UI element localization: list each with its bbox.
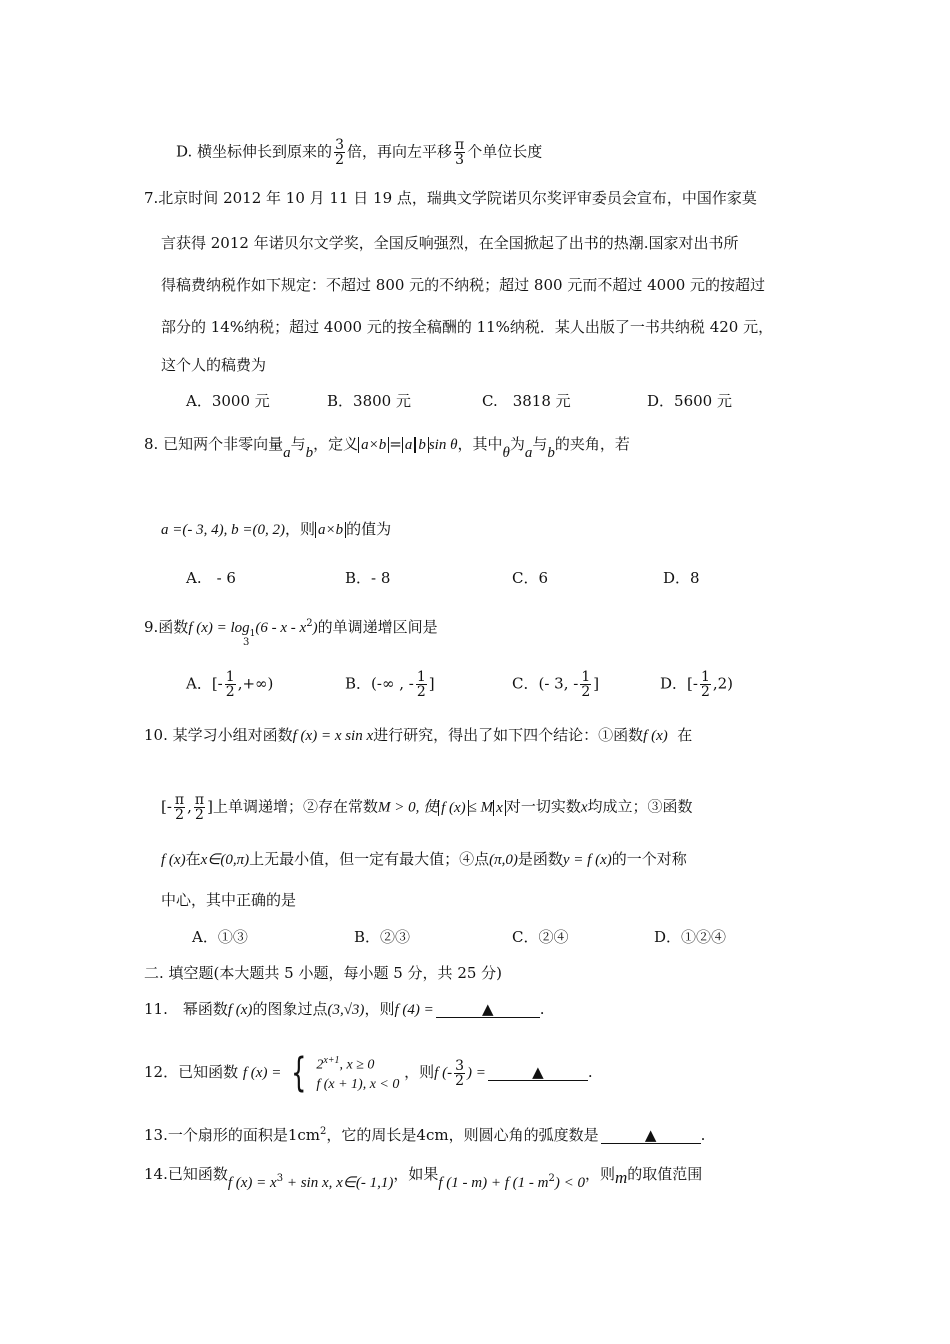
q7-option-c: C. 3818 元: [482, 392, 571, 410]
q9-option-a: A．[- $\frac{1}{2}$ ,+∞): [186, 669, 274, 700]
q7-line-3: 得稿费纳税作如下规定：不超过 800 元的不纳税；超过 800 元而不超过 4000 元的按超过: [161, 276, 766, 294]
q9-option-b: B．(-∞ , - $\frac{1}{2}$ ]: [345, 669, 435, 700]
q9-option-c: C．(- 3, - $\frac{1}{2}$ ]: [512, 669, 600, 700]
q7-line-5: 这个人的稿费为: [161, 356, 267, 374]
q14: 14.已知函数f $(x) = x^3 + \sin x$, x∈(- 1,1)，如果f (1 - m) + f $(1 - m^2) < 0$，则m的取值范围: [144, 1165, 703, 1191]
q8-option-a: A. - 6: [186, 569, 236, 587]
piecewise-cases: $2^{x+1}$, x ≥ 0 f (x + 1), x < 0: [316, 1054, 400, 1093]
section-heading: 二. 填空题(本大题共 5 小题，每小题 5 分，共 25 分): [144, 964, 503, 982]
q13: 13.一个扇形的面积是$1cm^2$，它的周长是4cm，则圆心角的弧度数是 ▲ .: [144, 1126, 706, 1144]
q7-option-b: B．3800 元: [327, 392, 411, 410]
q6-option-d: D. 横坐标伸长到原来的 $\frac{3}{2}$ 倍，再向左平移 $\frac{\pi}{3}$ 个单位长度: [176, 137, 543, 168]
answer-blank: ▲: [601, 1127, 701, 1144]
q8-line-1: 8. 已知两个非零向量a与b，定义 a×b = a b sin θ，其中θ为a与b的夹角，若: [144, 435, 630, 461]
fraction: $\frac{3}{2}$: [335, 137, 344, 168]
q11: 11. 幂函数f (x)的图象过点(3,√3)，则f (4) = ▲ .: [144, 1000, 545, 1018]
q7-option-a: A．3000 元: [186, 392, 270, 410]
fraction: $\frac{\pi}{3}$: [455, 137, 465, 168]
q10-line-1: 10. 某学习小组对函数f (x) = x sin x进行研究，得出了如下四个结论：①函数f (x) 在: [144, 726, 693, 744]
q7-line-2: 言获得 2012 年诺贝尔文学奖，全国反响强烈，在全国掀起了出书的热潮.国家对出书所: [161, 234, 739, 252]
q8-option-b: B．- 8: [345, 569, 391, 587]
q8-option-d: D．8: [663, 569, 700, 587]
q10-option-b: B．②③: [354, 928, 411, 946]
q7-line-4: 部分的 14%纳税；超过 4000 元的按全稿酬的 11%纳税．某人出版了一书共纳税 420 元，: [161, 318, 774, 336]
option-label: D.: [176, 142, 193, 161]
q9-line-1: 9.函数f $(x) = \log_1(6 - x - x^2)$的单调递增区间是: [144, 618, 438, 639]
q8-line-2: a =(- 3, 4), b =(0, 2)，则 a×b 的值为: [161, 520, 392, 538]
q8-option-c: C．6: [512, 569, 549, 587]
q10-option-c: C．②④: [512, 928, 569, 946]
q10-option-a: A．①③: [192, 928, 248, 946]
answer-blank: ▲: [436, 1001, 540, 1018]
q9-option-d: D．[- $\frac{1}{2}$ ,2): [660, 669, 734, 700]
log-base-denominator: 3: [243, 637, 250, 648]
q10-option-d: D．①②④: [654, 928, 727, 946]
q10-line-4: 中心，其中正确的是: [161, 891, 297, 909]
q10-line-2: [- $\frac{\pi}{2}$ , $\frac{\pi}{2}$ ]上单调递增；②存在常数M > 0, 使 f (x) ≤ M x 对一切实数x均成立；③函数: [161, 792, 693, 823]
q7-line-1: 7.北京时间 2012 年 10 月 11 日 19 点，瑞典文学院诺贝尔奖评审委员会宣布，中国作家莫: [144, 189, 757, 207]
answer-blank: ▲: [488, 1064, 588, 1081]
q7-option-d: D．5600 元: [647, 392, 732, 410]
q10-line-3: f (x)在x∈(0,π)上无最小值，但一定有最大值；④点(π,0)是函数y = f (x)的一个对称: [161, 850, 687, 868]
q12: 12．已知函数 f (x) = { $2^{x+1}$, x ≥ 0 f (x + 1), x < 0 ，则f (- $\frac{3}{2}$ ) = ▲ .: [144, 1050, 593, 1096]
